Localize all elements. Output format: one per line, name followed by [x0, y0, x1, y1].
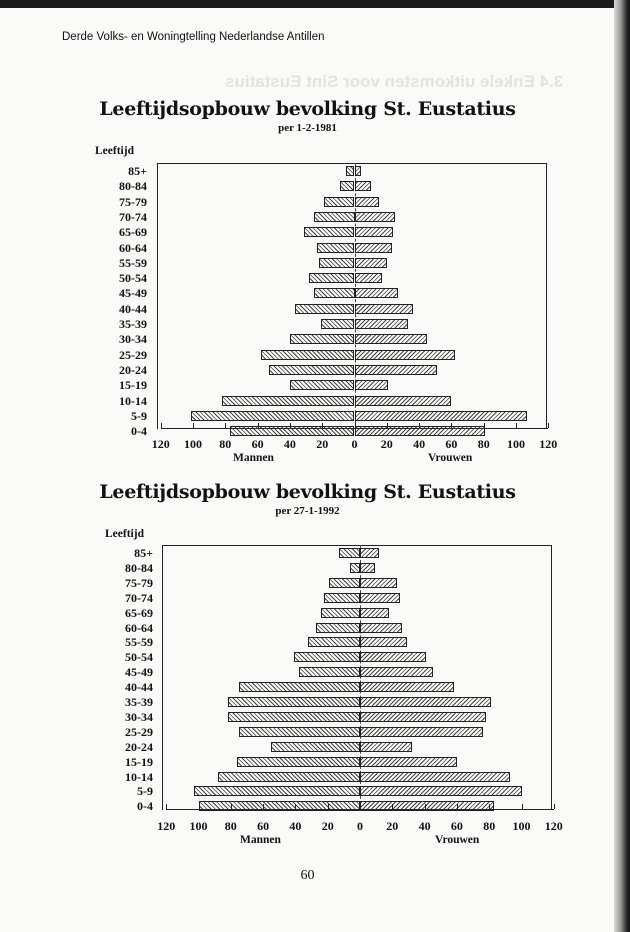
x-tick-label: 20 [321, 819, 334, 833]
age-group-label: 80-84 [125, 560, 153, 575]
age-group-label: 35-39 [119, 317, 147, 331]
book-spine-shadow [614, 0, 630, 932]
male-bar [228, 697, 360, 707]
age-group-label: 15-19 [125, 754, 153, 769]
x-tick [328, 804, 329, 809]
age-group-label: 5-9 [131, 408, 147, 423]
x-tick-label: 0 [357, 819, 363, 833]
age-group-label: 50-54 [119, 271, 147, 286]
x-tick-label: 20 [380, 437, 393, 451]
y-axis-title: Leeftijd [105, 528, 144, 540]
chart-subtitle: per 27-1-1992 [275, 505, 340, 517]
x-tick-label: 40 [289, 819, 302, 833]
x-tick [166, 804, 167, 809]
age-group-label: 15-19 [119, 378, 147, 393]
male-bar [218, 772, 360, 782]
x-tick-label: 100 [184, 437, 202, 451]
male-bar [321, 608, 360, 618]
age-group-label: 70-74 [119, 209, 147, 224]
female-bar [360, 727, 483, 737]
x-tick [199, 804, 200, 809]
male-bar [339, 548, 360, 558]
x-tick-label: 60 [450, 819, 463, 833]
male-bar [350, 563, 360, 573]
age-group-label: 80-84 [119, 179, 147, 194]
male-bar [271, 742, 360, 752]
female-bar [360, 697, 491, 707]
x-tick-label: 60 [445, 437, 458, 451]
age-group-label: 0-4 [131, 424, 147, 439]
x-tick-label: 80 [219, 437, 232, 451]
x-tick [392, 804, 393, 809]
x-tick-label: 80 [483, 819, 496, 833]
x-tick-label: 80 [224, 819, 237, 833]
x-tick-label: 100 [189, 819, 208, 833]
male-bar [308, 637, 360, 647]
chart-subtitle: per 1-2-1981 [278, 122, 337, 134]
male-bar [294, 652, 360, 662]
x-tick-label: 0 [351, 437, 358, 451]
x-tick [522, 804, 523, 809]
running-head: Derde Volks- en Woningtelling Nederlandse Antillen [62, 31, 325, 43]
x-tick-label: 40 [283, 437, 296, 451]
male-bar [237, 757, 360, 767]
x-tick-label: 120 [544, 819, 563, 833]
female-bar [360, 757, 457, 767]
age-group-label: 75-79 [125, 575, 153, 590]
age-group-label: 55-59 [119, 255, 147, 270]
age-group-label: 35-39 [125, 695, 153, 709]
x-tick [554, 804, 555, 809]
x-tick-label: 120 [157, 819, 176, 833]
age-group-label: 85+ [128, 164, 147, 178]
age-group-label: 5-9 [137, 784, 153, 799]
x-tick-label: 40 [418, 819, 431, 833]
scan-top-edge [0, 0, 630, 8]
age-group-label: 65-69 [125, 605, 153, 620]
age-group-label: 10-14 [119, 393, 147, 408]
male-bar [324, 593, 360, 603]
x-tick [231, 804, 232, 809]
age-group-label: 55-59 [125, 635, 153, 650]
x-tick [295, 804, 296, 809]
chart-title: Leeftijdsopbouw bevolking St. Eustatius [99, 481, 516, 503]
age-group-label: 50-54 [125, 650, 153, 665]
female-bar [360, 548, 379, 558]
male-bar [329, 578, 360, 588]
female-bar [360, 786, 522, 796]
y-axis-title: Leeftijd [95, 145, 134, 157]
female-bar [360, 742, 412, 752]
x-axis-label-mannen: Mannen [240, 834, 281, 846]
bleed-through-heading: 3.4 Enkele uitkomsten voor Sint Eustatius [225, 72, 564, 91]
x-tick-label: 60 [257, 819, 270, 833]
x-tick-label: 60 [251, 437, 264, 451]
age-group-label: 0-4 [137, 799, 153, 814]
age-group-label: 20-24 [125, 739, 153, 754]
female-bar [360, 623, 402, 633]
x-tick [457, 804, 458, 809]
age-group-label: 25-29 [125, 724, 153, 739]
male-bar [239, 727, 360, 737]
female-bar [360, 563, 375, 573]
x-axis-line [166, 809, 554, 810]
x-tick [425, 804, 426, 809]
age-group-label: 40-44 [119, 301, 147, 316]
x-tick-label: 80 [477, 437, 490, 451]
age-group-label: 45-49 [119, 286, 147, 301]
x-tick-label: 120 [151, 437, 170, 451]
age-group-label: 60-64 [119, 240, 147, 255]
female-bar [360, 593, 400, 603]
male-bar [316, 623, 360, 633]
female-bar [360, 772, 510, 782]
x-axis-label-vrouwen: Vrouwen [428, 452, 473, 464]
age-group-label: 30-34 [119, 332, 147, 347]
age-group-label: 85+ [134, 546, 153, 560]
female-bar [360, 652, 426, 662]
x-tick [360, 804, 361, 809]
x-axis-label-vrouwen: Vrouwen [435, 834, 480, 846]
male-bar [194, 786, 360, 796]
x-tick-label: 100 [507, 437, 525, 451]
chart-title: Leeftijdsopbouw bevolking St. Eustatius [99, 98, 516, 120]
x-tick-label: 120 [539, 437, 558, 451]
age-group-label: 45-49 [125, 665, 153, 680]
female-bar [360, 667, 433, 677]
female-bar [360, 712, 486, 722]
age-group-label: 10-14 [125, 769, 153, 784]
male-bar [239, 682, 360, 692]
x-tick-label: 100 [512, 819, 531, 833]
age-group-label: 25-29 [119, 347, 147, 362]
x-axis-label-mannen: Mannen [233, 452, 274, 464]
age-group-label: 75-79 [119, 194, 147, 209]
male-bar [228, 712, 360, 722]
age-group-label: 40-44 [125, 680, 153, 695]
age-group-label: 60-64 [125, 620, 153, 635]
male-bar [299, 667, 360, 677]
age-group-label: 20-24 [119, 362, 147, 377]
page-number: 60 [300, 868, 315, 883]
female-bar [360, 682, 454, 692]
age-group-label: 30-34 [125, 709, 153, 724]
x-tick-label: 40 [413, 437, 426, 451]
x-tick [263, 804, 264, 809]
age-group-label: 65-69 [119, 225, 147, 240]
x-tick [489, 804, 490, 809]
female-bar [360, 637, 407, 647]
female-bar [360, 578, 397, 588]
x-tick-label: 20 [316, 437, 329, 451]
x-tick-label: 20 [386, 819, 399, 833]
female-bar [360, 608, 389, 618]
age-group-label: 70-74 [125, 590, 153, 605]
